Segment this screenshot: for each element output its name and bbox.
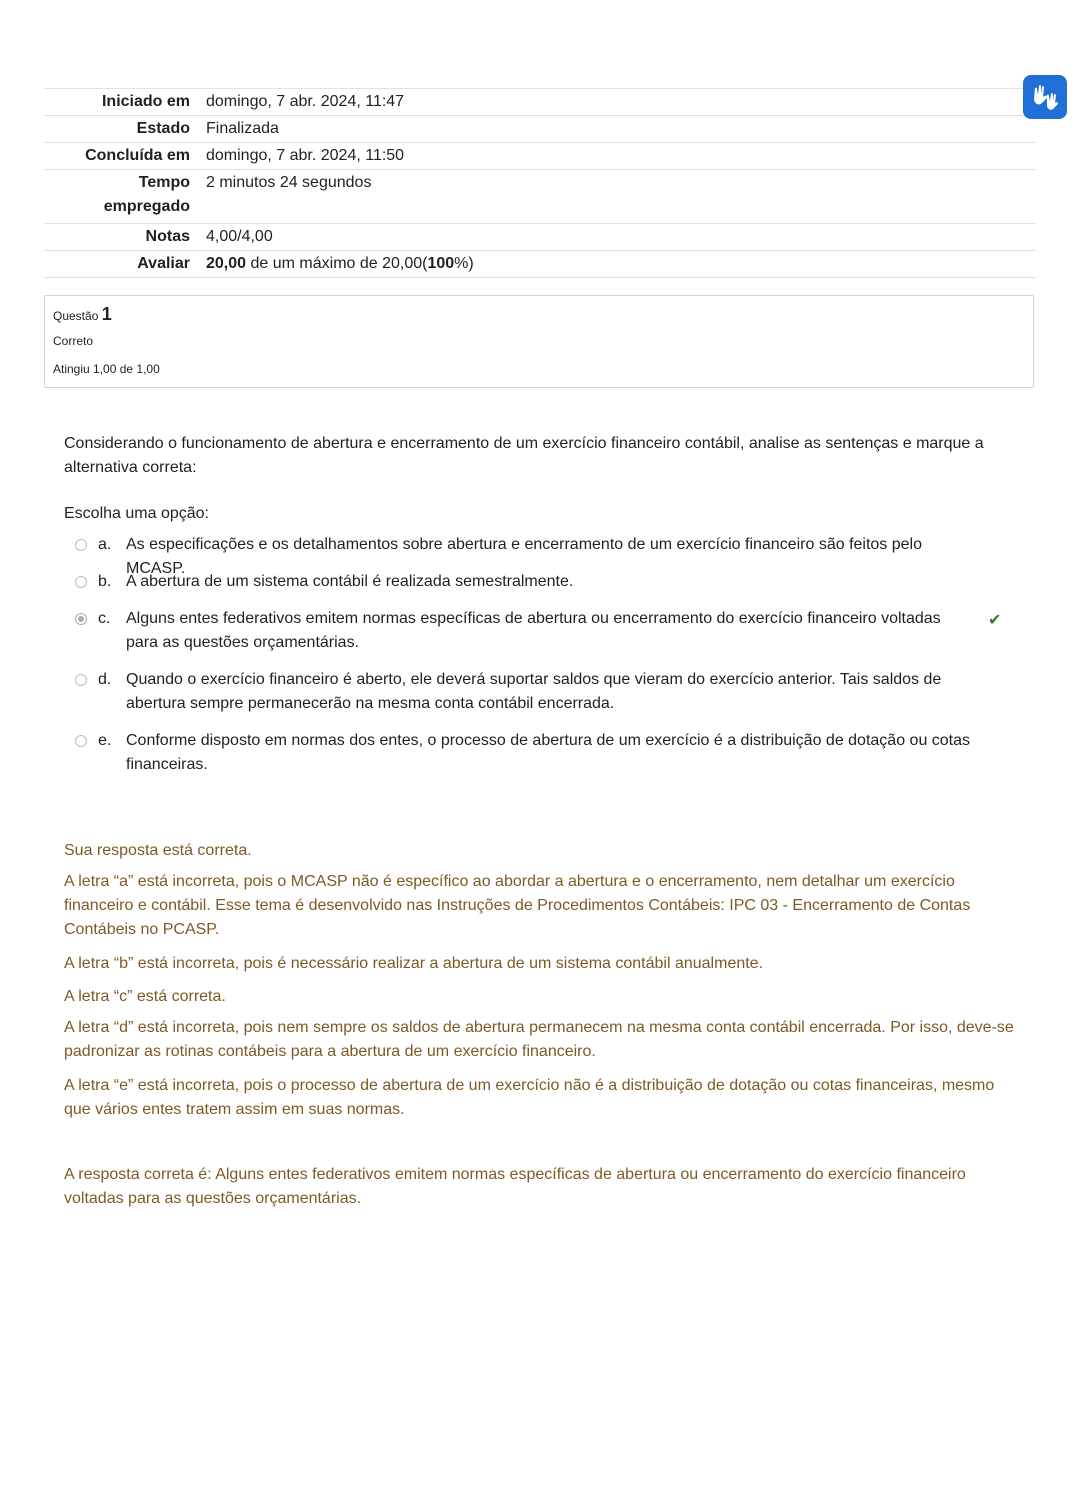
summary-row-completed (44, 143, 1036, 170)
feedback-item-e: A letra “e” está incorreta, pois o processo de abertura de um exercício não é a distribuição de dotação ou cotas financeiras, mesmo que vários entes tratem assim em suas normas. (64, 1077, 995, 1118)
option-text: A abertura de um sistema contábil é realizada semestralmente. (126, 573, 574, 590)
question-number: 1 (101, 304, 112, 324)
feedback-item-b: A letra “b” está incorreta, pois é necessário realizar a abertura de um sistema contábil anualmente. (64, 955, 764, 972)
question-mark: Atingiu 1,00 de 1,00 (53, 362, 160, 376)
summary-label: Iniciado em (44, 89, 198, 116)
option-text: As especificações e os detalhamentos sobre abertura e encerramento de um exercício financeiro são feitos pelo MCASP. (126, 536, 922, 577)
summary-grade-value (198, 251, 1036, 278)
answer-prompt: Escolha uma opção: (64, 505, 209, 522)
summary-row-started (44, 89, 1036, 116)
option-text: Conforme disposto em normas dos entes, o processo de abertura de um exercício é a distribuição de dotação ou cotas financeiras. (126, 732, 971, 773)
radio-button[interactable] (75, 735, 87, 747)
option-text: Alguns entes federativos emitem normas específicas de abertura ou encerramento do exercício financeiro voltadas para as questões orçamentárias. (126, 610, 941, 651)
grade-score: 20,00 (206, 255, 247, 272)
question-info-box (44, 295, 1034, 388)
summary-value: Finalizada (198, 116, 1036, 143)
option-letter: e. (98, 732, 112, 749)
correct-check-icon: ✔ (988, 612, 1002, 629)
summary-row-state (44, 116, 1036, 143)
summary-label: Notas (44, 224, 198, 251)
option-letter: a. (98, 536, 112, 553)
summary-label: Estado (44, 116, 198, 143)
question-status: Correto (53, 334, 94, 348)
feedback-item-c: A letra “c” está correta. (64, 988, 226, 1005)
summary-row-time (44, 170, 1036, 224)
right-answer: A resposta correta é: Alguns entes federativos emitem normas específicas de abertura ou encerramento do exercício financeiro voltadas para as questões orçamentárias. (64, 1166, 966, 1207)
question-text: Considerando o funcionamento de abertura e encerramento de um exercício financeiro contábil, analise as sentenças e marque a alternativa correta: (64, 435, 984, 476)
grade-middle: de um máximo de 20,00( (246, 255, 428, 272)
summary-row-marks (44, 224, 1036, 251)
summary-label: Avaliar (44, 251, 198, 278)
option-letter: d. (98, 671, 112, 688)
summary-value: domingo, 7 abr. 2024, 11:47 (198, 89, 1036, 116)
option-text: Quando o exercício financeiro é aberto, ele deverá suportar saldos que vieram do exercício anterior. Tais saldos de abertura sempre permanecerão na mesma conta contábil encerrada. (126, 671, 942, 712)
question-number-line (53, 304, 112, 325)
option-letter: b. (98, 573, 112, 590)
summary-value: domingo, 7 abr. 2024, 11:50 (198, 143, 1036, 170)
radio-button[interactable] (75, 539, 87, 551)
attempt-summary-table (44, 88, 1036, 278)
vlibras-widget-button[interactable] (1023, 75, 1067, 119)
summary-value: 2 minutos 24 segundos (198, 170, 1036, 224)
feedback-item-d: A letra “d” está incorreta, pois nem sempre os saldos de abertura permanecem na mesma conta contábil encerrada. Por isso, deve-se padronizar as rotinas contábeis para a abertura de um exercício financeiro. (64, 1019, 1014, 1060)
question-prefix: Questão (53, 309, 99, 323)
grade-percent: 100 (427, 255, 455, 272)
summary-row-grade (44, 251, 1036, 278)
grade-end: %) (454, 255, 474, 272)
summary-label: Concluída em (44, 143, 198, 170)
option-letter: c. (98, 610, 111, 627)
radio-button[interactable] (75, 576, 87, 588)
vlibras-hands-icon (1023, 75, 1067, 119)
radio-button[interactable] (75, 674, 87, 686)
summary-label: Tempo empregado (44, 170, 198, 224)
summary-value: 4,00/4,00 (198, 224, 1036, 251)
feedback-general: Sua resposta está correta. (64, 842, 252, 859)
feedback-item-a: A letra “a” está incorreta, pois o MCASP não é específico ao abordar a abertura e o encerramento, nem detalhar um exercício financeiro e contábil. Esse tema é desenvolvido nas Instruções de Procedimentos Contábeis: IPC 03 - Encerramento de Contas Contábeis no PCASP. (64, 873, 971, 938)
radio-button-selected[interactable] (75, 613, 87, 625)
